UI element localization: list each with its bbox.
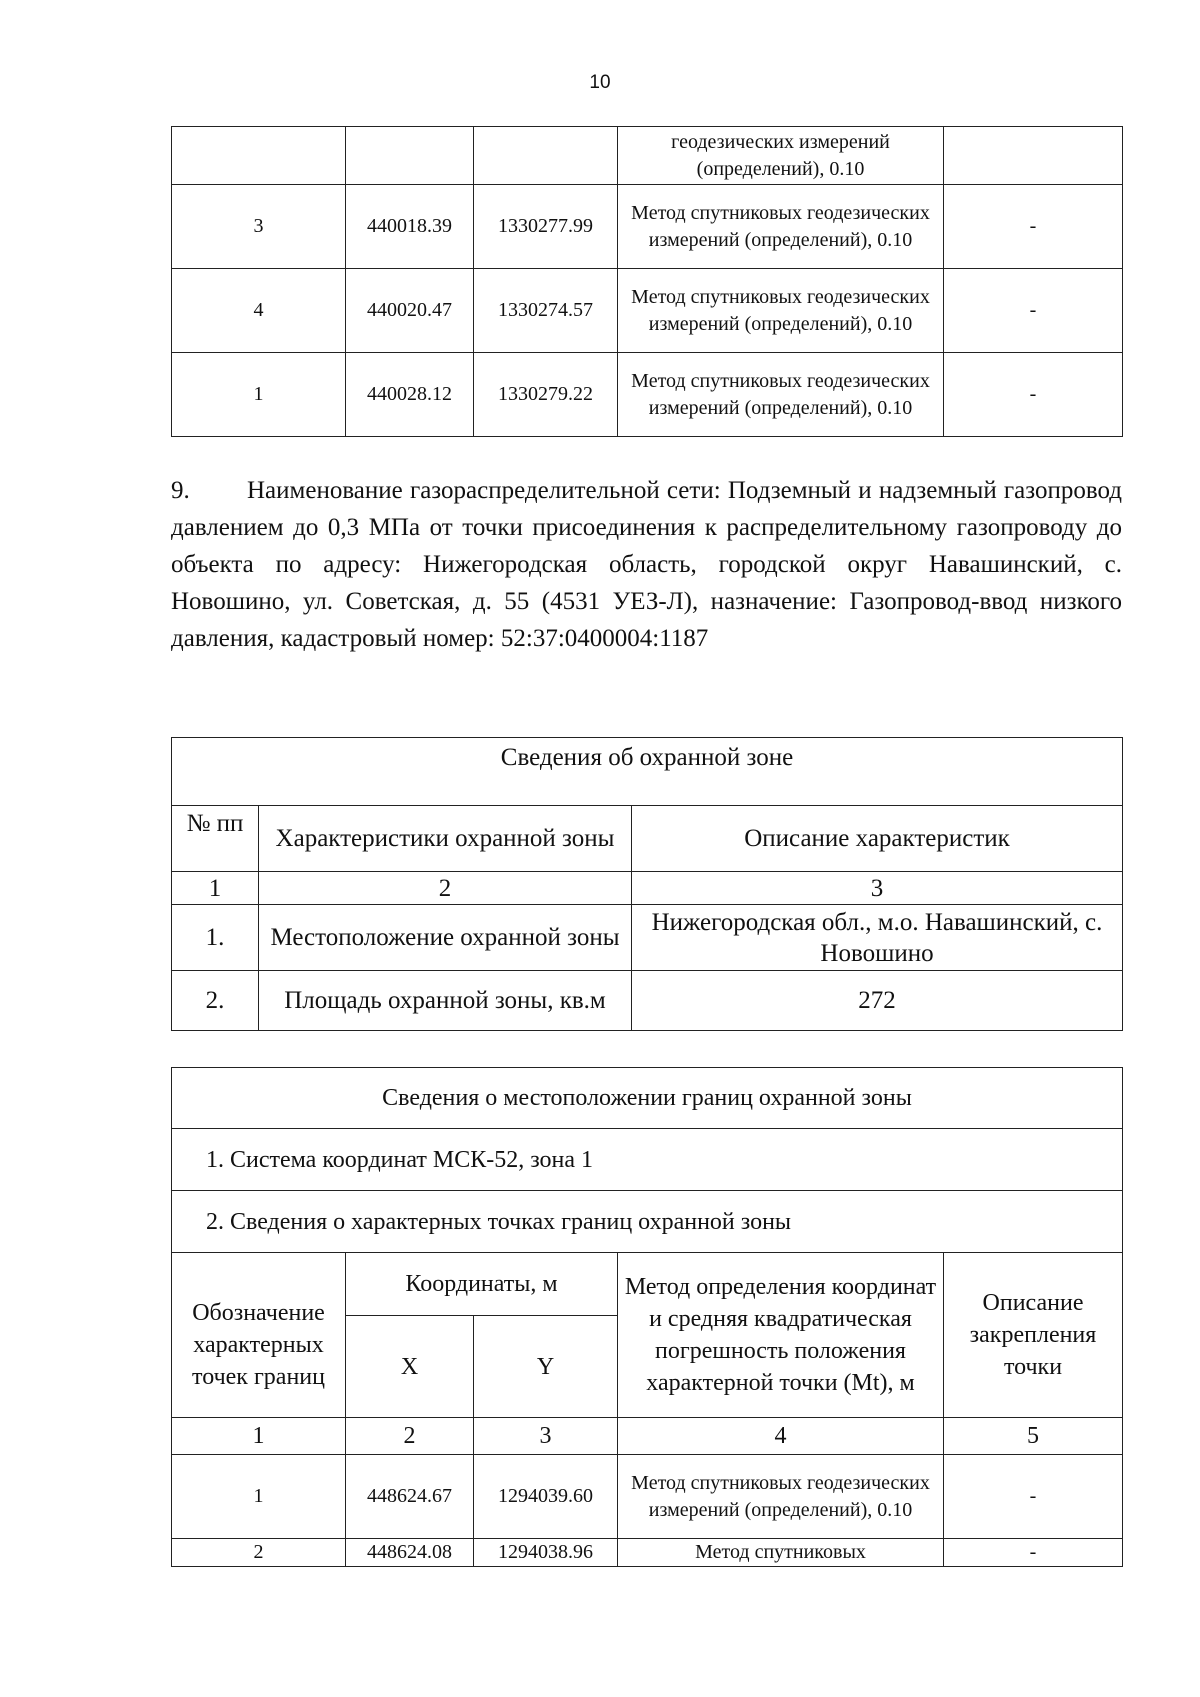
y-cell: 1330279.22 — [474, 353, 618, 437]
desc-cell: - — [944, 353, 1123, 437]
index-cell: 4 — [618, 1418, 944, 1455]
x-cell: 448624.67 — [346, 1455, 474, 1539]
coordinate-system: 1. Система координат МСК-52, зона 1 — [172, 1129, 1123, 1191]
row-characteristic: Площадь охранной зоны, кв.м — [259, 971, 632, 1031]
row-description: Нижегородская обл., м.о. Навашинский, с. Новошино — [632, 905, 1123, 971]
point-cell: 4 — [172, 269, 346, 353]
method-cell: Метод спутниковых — [618, 1539, 944, 1567]
coordinates-table-continued — [171, 126, 1123, 437]
desc-cell: - — [944, 1455, 1123, 1539]
y-cell: 1330274.57 — [474, 269, 618, 353]
table-title-row — [172, 1068, 1123, 1129]
header-method: Метод определения координат и средняя квадратическая погрешность положения характерной точки (Mt), м — [618, 1253, 944, 1418]
desc-cell — [944, 127, 1123, 185]
paragraph-number: 9. — [171, 477, 190, 504]
table-header-row — [172, 1253, 1123, 1316]
table-title: Сведения об охранной зоне — [172, 738, 1123, 806]
x-cell: 440028.12 — [346, 353, 474, 437]
desc-cell: - — [944, 185, 1123, 269]
x-cell: 448624.08 — [346, 1539, 474, 1567]
header-description: Описание характеристик — [632, 806, 1123, 872]
points-title-row — [172, 1191, 1123, 1253]
protection-zone-table — [171, 737, 1123, 1031]
y-cell: 1330277.99 — [474, 185, 618, 269]
point-cell: 1 — [172, 353, 346, 437]
points-title: 2. Сведения о характерных точках границ охранной зоны — [172, 1191, 1123, 1253]
table-row — [172, 971, 1123, 1031]
method-cell: Метод спутниковых геодезических измерений (определений), 0.10 — [618, 269, 944, 353]
desc-cell: - — [944, 1539, 1123, 1567]
header-point: Обозначение характерных точек границ — [172, 1253, 346, 1418]
coordinate-system-row — [172, 1129, 1123, 1191]
header-x: X — [346, 1316, 474, 1418]
index-cell: 2 — [346, 1418, 474, 1455]
paragraph-text: Наименование газораспределительной сети: Подземный и надземный газопровод давлением до 0,3 МПа от точки присоединения к распределительному газопроводу до объекта по адресу: Нижегородская область, городской округ Навашинский, с. Новошино, ул. Советская, д. 55 (4531 УЕЗ-Л), назначение: Газопровод-ввод низкого давления, кадастровый номер: 52:37:0400004:1187 — [171, 477, 1122, 652]
index-cell: 1 — [172, 1418, 346, 1455]
header-coordinates: Координаты, м — [346, 1253, 618, 1316]
table-row — [172, 269, 1123, 353]
table-row — [172, 905, 1123, 971]
row-number: 1. — [172, 905, 259, 971]
index-cell: 3 — [632, 872, 1123, 905]
point-cell: 1 — [172, 1455, 346, 1539]
method-cell: Метод спутниковых геодезических измерений (определений), 0.10 — [618, 1455, 944, 1539]
index-row — [172, 1418, 1123, 1455]
x-cell: 440018.39 — [346, 185, 474, 269]
row-characteristic: Местоположение охранной зоны — [259, 905, 632, 971]
desc-cell: - — [944, 269, 1123, 353]
index-cell: 1 — [172, 872, 259, 905]
table-title: Сведения о местоположении границ охранной зоны — [172, 1068, 1123, 1129]
y-cell: 1294039.60 — [474, 1455, 618, 1539]
index-cell: 5 — [944, 1418, 1123, 1455]
header-description: Описание закрепления точки — [944, 1253, 1123, 1418]
method-cell: геодезических измерений (определений), 0.10 — [618, 127, 944, 185]
table-row — [172, 1539, 1123, 1567]
boundary-location-table — [171, 1067, 1123, 1567]
page-number: 10 — [589, 72, 611, 93]
table-header-row — [172, 806, 1123, 872]
row-description: 272 — [632, 971, 1123, 1031]
header-number: № пп — [172, 806, 259, 872]
x-cell: 440020.47 — [346, 269, 474, 353]
x-cell — [346, 127, 474, 185]
index-cell: 3 — [474, 1418, 618, 1455]
y-cell: 1294038.96 — [474, 1539, 618, 1567]
section-paragraph — [171, 472, 1122, 657]
point-cell: 3 — [172, 185, 346, 269]
table-title-row — [172, 738, 1123, 806]
row-number: 2. — [172, 971, 259, 1031]
y-cell — [474, 127, 618, 185]
table-row — [172, 353, 1123, 437]
method-cell: Метод спутниковых геодезических измерений (определений), 0.10 — [618, 353, 944, 437]
point-cell — [172, 127, 346, 185]
index-row — [172, 872, 1123, 905]
table-row — [172, 1455, 1123, 1539]
index-cell: 2 — [259, 872, 632, 905]
table-row — [172, 185, 1123, 269]
table-row — [172, 127, 1123, 185]
point-cell: 2 — [172, 1539, 346, 1567]
header-y: Y — [474, 1316, 618, 1418]
header-characteristics: Характеристики охранной зоны — [259, 806, 632, 872]
method-cell: Метод спутниковых геодезических измерений (определений), 0.10 — [618, 185, 944, 269]
